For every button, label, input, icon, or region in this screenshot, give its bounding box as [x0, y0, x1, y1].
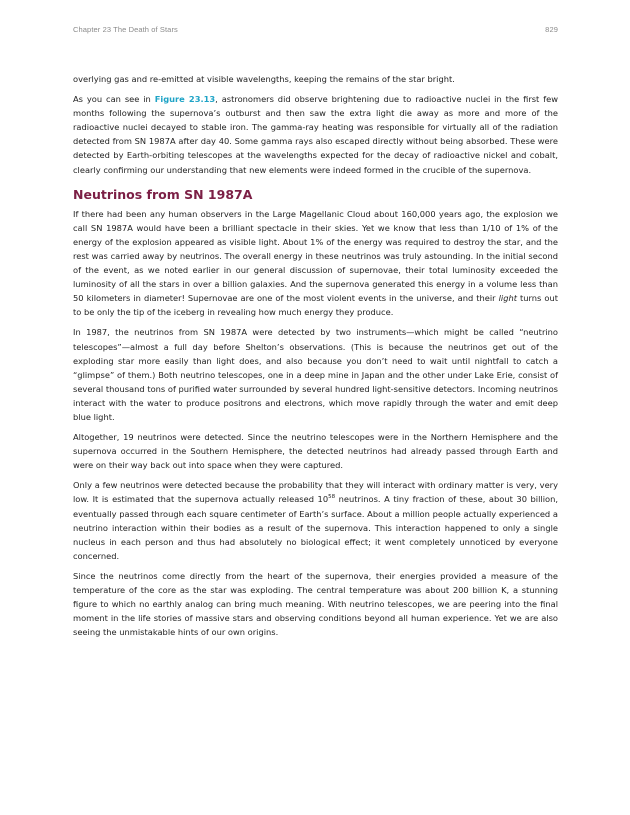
text-run: As you can see in — [73, 94, 155, 105]
figure-link[interactable]: Figure 23.13 — [154, 94, 216, 105]
paragraph — [73, 478, 558, 563]
text-run: neutrinos. A tiny fraction of these, about 30 billion, eventually passed through each square centimeter of Earth’s surface. About a million people actually experienced a neutrino interaction within their bodies as a result of the supernova. This interaction happened to only a single nucleus in each person and thus had absolutely no biological effect; it went completely unnoticed by everyone concerned. — [73, 494, 558, 561]
paragraph — [73, 207, 558, 320]
paragraph: In 1987, the neutrinos from SN 1987A were detected by two instruments—which might be called “neutrino telescopes”—almost a full day before Shelton’s observations. (This is because the neutrinos get out of the exploding star more easily than light does, and also because you don’t need to wait until nightfall to catch a “glimpse” of them.) Both neutrino telescopes, one in a deep mine in Japan and the other under Lake Erie, consist of several thousand tons of purified water surrounded by several hundred light-sensitive detectors. Incoming neutrinos interact with the water to produce positrons and electrons, which move rapidly through the water and emit deep blue light. — [73, 327, 558, 422]
paragraph: Since the neutrinos come directly from the heart of the supernova, their energies provided a measure of the temperature of the core as the star was exploding. The central temperature was about 200 billion K, a stunning figure to which no earthly analog can bring much meaning. With neutrino telescopes, we are peering into the final moment in the life stories of massive stars and observing conditions beyond all human experience. Yet we are also seeing the unmistakable hints of our own origins. — [73, 570, 558, 638]
text-run: , astronomers did observe brightening due to radioactive nuclei in the first few months following the supernova’s outburst and then saw the extra light die away as more and more of the radioactive nuclei decayed to stable iron. The gamma-ray heating was responsible for virtually all of the radiation detected from SN 1987A after day 40. Some gamma rays also escaped directly without being absorbed. These were detected by Earth-orbiting telescopes at the wavelengths expected for the decay of radioactive nickel and cobalt, clearly confirming our understanding that new elements were indeed formed in the crucible of the supernova. — [73, 94, 559, 175]
paragraph — [73, 92, 558, 177]
paragraph: overlying gas and re-emitted at visible wavelengths, keeping the remains of the star bright. — [73, 74, 455, 84]
page-number: 829 — [545, 25, 558, 34]
text-run: If there had been any human observers in the Large Magellanic Cloud about 160,000 years ago, the explosion we call SN 1987A would have been a brilliant spectacle in their skies. Yet we know that less than 1/10 of 1% of the energy of the explosion appeared as visible light. About 1% of the energy was required to destroy the star, and the rest was carried away by neutrinos. The overall energy in these neutrinos was truly astounding. In the initial second of the event, as we noted earlier in our general discussion of supernovae, their total luminosity exceeded the luminosity of all the stars in over a billion galaxies. And the supernova generated this energy in a volume less than 50 kilometers in diameter! Supernovae are one of the most violent events in the universe, and their — [73, 208, 558, 304]
section-heading: Neutrinos from SN 1987A — [73, 186, 253, 202]
text-run: turns out to be only the tip of the iceberg in revealing how much energy they produce. — [73, 293, 558, 318]
chapter-title: Chapter 23 The Death of Stars — [73, 25, 178, 34]
paragraph: Altogether, 19 neutrinos were detected. Since the neutrino telescopes were in the Northern Hemisphere and the supernova occurred in the Southern Hemisphere, the detected neutrinos had already passed through Earth and were on their way back out into space when they were captured. — [73, 432, 558, 471]
running-header — [73, 25, 558, 34]
superscript: 58 — [328, 494, 336, 501]
emphasis: light — [498, 293, 517, 304]
text-run: Only a few neutrinos were detected because the probability that they will interact with ordinary matter is very, very low. It is estimated that the supernova actually released 10 — [73, 480, 558, 505]
page-body — [73, 72, 558, 645]
